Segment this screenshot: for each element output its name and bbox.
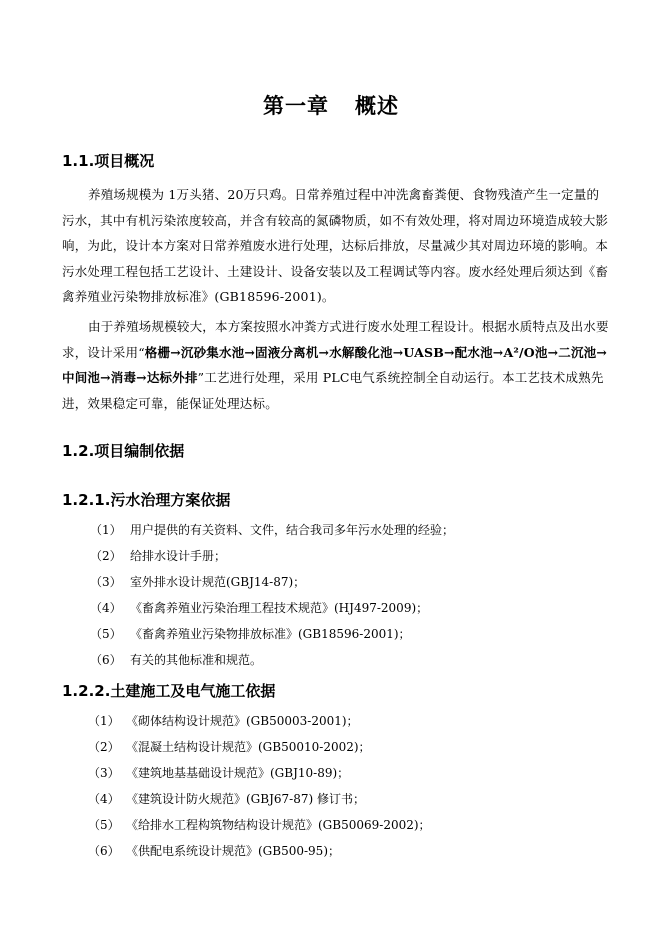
- list-item-text: 有关的其他标准和规范。: [130, 653, 263, 667]
- process-outro-text: ”工艺进行处理，采用 PLC电气系统控制全自动运行。本工艺技术成熟先进，效果稳定可靠，能保证处理达标。: [62, 370, 604, 411]
- list-item-text: 用户提供的有关资料、文件，结合我司多年污水处理的经验；: [130, 523, 455, 537]
- list-item-number: （1）: [88, 714, 120, 728]
- list-item: [90, 625, 411, 642]
- list-item: [90, 599, 428, 616]
- list-item-number: （4）: [88, 792, 120, 806]
- list-item: [88, 816, 431, 833]
- chapter-number: 第一章: [263, 93, 329, 118]
- list-item-text: 《给排水工程构筑物结构设计规范》(GB50069-2002)；: [126, 818, 431, 832]
- chapter-name: 概述: [355, 93, 399, 118]
- section-heading-1-2-2: 1.2.2.土建施工及电气施工依据: [62, 682, 276, 700]
- list-item-number: （3）: [88, 766, 120, 780]
- paragraph-process-design: [62, 314, 610, 416]
- list-item: [90, 573, 305, 590]
- list-item-number: （2）: [88, 740, 120, 754]
- list-item: [88, 764, 349, 781]
- list-item-number: （1）: [90, 523, 122, 537]
- list-item-number: （2）: [90, 549, 122, 563]
- list-item-text: 《建筑地基基础设计规范》(GBJ10-89)；: [126, 766, 350, 780]
- list-item: [90, 521, 454, 538]
- section-heading-1-1: 1.1.项目概况: [62, 152, 155, 170]
- list-item-text: 《畜禽养殖业污染物排放标准》(GB18596-2001)；: [130, 627, 411, 641]
- list-item: [90, 651, 262, 668]
- paragraph-project-overview: 养殖场规模为 1万头猪、20万只鸡。日常养殖过程中冲洗禽畜粪便、食物残渣产生一定量的污水，其中有机污染浓度较高，并含有较高的氮磷物质，如不有效处理，将对周边环境造成较大影响，为此，设计本方案对日常养殖废水进行处理，达标后排放，尽量减少其对周边环境的影响。本污水处理工程包括工艺设计、土建设计、设备安装以及工程调试等内容。废水经处理后须达到《畜禽养殖业污染物排放标准》(GB18596-2001)。: [62, 187, 609, 304]
- list-item-text: 《畜禽养殖业污染治理工程技术规范》(HJ497-2009)；: [130, 601, 429, 615]
- list-item-text: 《建筑设计防火规范》(GBJ67-87) 修订书；: [126, 792, 365, 806]
- list-item: [88, 842, 340, 859]
- list-item-text: 《混凝土结构设计规范》(GB50010-2002)；: [126, 740, 371, 754]
- list-item-number: （6）: [88, 844, 120, 858]
- list-item-text: 给排水设计手册；: [130, 549, 227, 563]
- list-item-number: （5）: [88, 818, 120, 832]
- list-item-text: 《供配电系统设计规范》(GB500-95)；: [126, 844, 340, 858]
- section-heading-1-2: 1.2.项目编制依据: [62, 442, 185, 460]
- list-item-text: 室外排水设计规范(GBJ14-87)；: [130, 575, 306, 589]
- list-item: [88, 790, 365, 807]
- list-item-number: （4）: [90, 601, 122, 615]
- process-flow-text: 格栅→沉砂集水池→固液分离机→水解酸化池→UASB→配水池→A²/O池→二沉池→中间池→消毒→达标外排: [62, 344, 608, 385]
- list-item-number: （6）: [90, 653, 122, 667]
- list-item-text: 《砌体结构设计规范》(GB50003-2001)；: [126, 714, 359, 728]
- list-item: [90, 547, 226, 564]
- list-item-number: （3）: [90, 575, 122, 589]
- list-item: [88, 738, 371, 755]
- chapter-title: [0, 90, 662, 120]
- list-item: [88, 712, 359, 729]
- section-heading-1-2-1: 1.2.1.污水治理方案依据: [62, 491, 231, 509]
- process-intro-text: 由于养殖场规模较大，本方案按照水冲粪方式进行废水处理工程设计。根据水质特点及出水要求，设计采用“: [62, 319, 609, 360]
- list-item-number: （5）: [90, 627, 122, 641]
